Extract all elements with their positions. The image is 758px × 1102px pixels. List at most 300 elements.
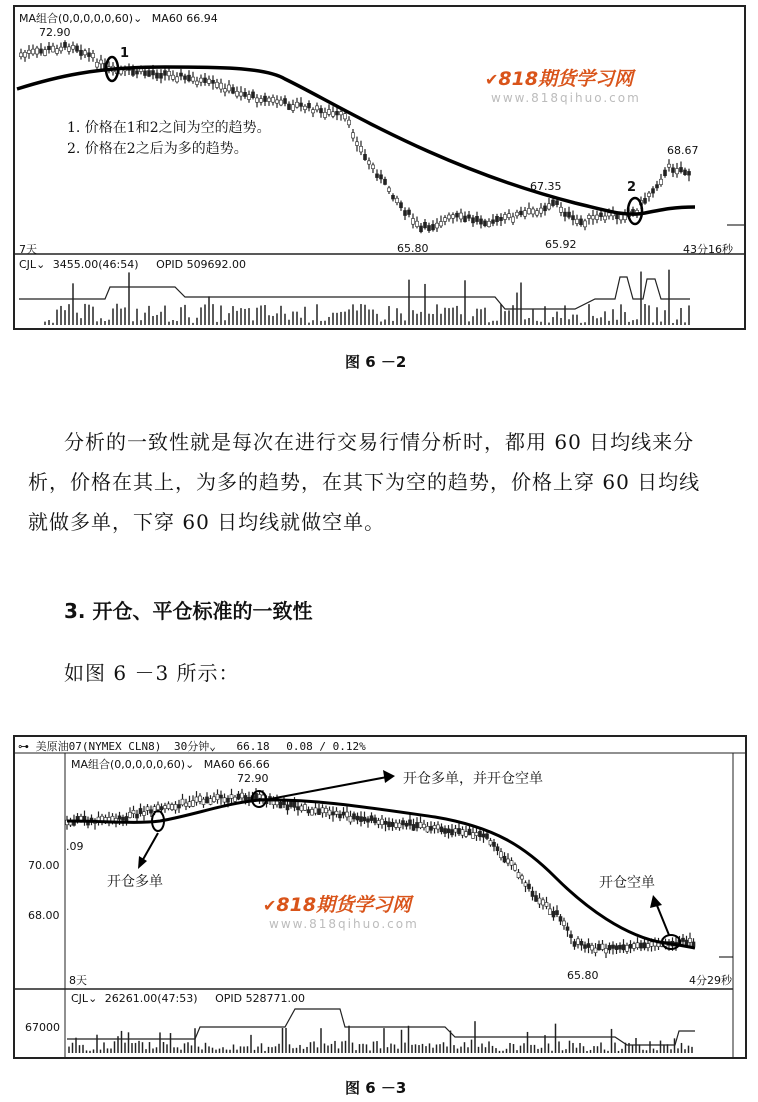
candle-body — [56, 49, 59, 54]
candle-body — [148, 71, 151, 77]
candle-body — [400, 203, 403, 208]
candle-body — [682, 938, 685, 941]
paragraph-line-2: 析，价格在其上，为多的趋势，在其下为空的趋势，价格上穿 60 日均线 — [28, 470, 701, 494]
candle-body — [96, 62, 99, 67]
ma60-value: MA60 66.66 — [203, 758, 270, 771]
ma-header[interactable] — [71, 756, 270, 772]
candle-body — [559, 917, 562, 922]
volume-series — [19, 270, 690, 325]
candle-body — [531, 891, 534, 896]
candle-body — [592, 216, 595, 219]
candle-body — [227, 798, 230, 802]
candle-body — [456, 213, 459, 217]
candle-body — [296, 102, 299, 107]
watermark-1 — [485, 64, 641, 105]
candle-body — [412, 219, 415, 225]
candle-body — [448, 215, 451, 219]
candle-body — [398, 823, 401, 827]
price-high-label: 72.90 — [39, 26, 71, 39]
candle-body — [528, 208, 531, 213]
candle-body — [536, 211, 539, 216]
label-68-67: 68.67 — [667, 144, 699, 157]
candle-body — [255, 793, 258, 799]
candle-body — [181, 799, 184, 805]
candle-body — [340, 112, 343, 115]
candle-body — [204, 78, 207, 83]
candle-body — [332, 812, 335, 815]
chevron-down-icon: ⌄ — [36, 258, 46, 271]
candle-body — [288, 104, 291, 110]
candle-body — [199, 796, 202, 801]
candle-body — [153, 807, 156, 812]
ma-header[interactable] — [19, 10, 218, 26]
candle-body — [412, 824, 415, 830]
price-high-label: 72.90 — [237, 772, 269, 785]
arrow-short-head — [650, 895, 662, 908]
marker-1-label: 1 — [120, 46, 130, 61]
candle-body — [668, 164, 671, 167]
candle-body — [395, 823, 398, 827]
left-edge-label: .09 — [66, 840, 84, 853]
candle-body — [344, 114, 347, 119]
candle-body — [252, 92, 255, 98]
candle-body — [568, 212, 571, 217]
candle-body — [451, 830, 454, 835]
candle-body — [388, 188, 391, 192]
candle-body — [370, 816, 373, 821]
candle-body — [236, 91, 239, 96]
candle-body — [258, 794, 261, 798]
candle-body — [336, 111, 339, 115]
candle-body — [244, 795, 247, 800]
candle-body — [549, 909, 552, 915]
candle-body — [432, 224, 435, 229]
watermark-url: www.818qihuo.com — [491, 91, 641, 105]
candle-body — [328, 810, 331, 815]
note-1: 1. 价格在1和2之间为空的趋势。 — [67, 120, 271, 136]
candle-body — [615, 946, 618, 950]
candle-body — [264, 96, 267, 101]
candle-body — [286, 805, 289, 810]
y-axis-70: 70.00 — [28, 859, 60, 872]
candle-body — [60, 47, 63, 51]
open-interest-line — [67, 1009, 695, 1045]
candle-body — [496, 216, 499, 221]
label-65-80: 65.80 — [397, 242, 429, 255]
ma60-value: MA60 66.94 — [151, 12, 218, 25]
period-label: 7天 — [19, 243, 37, 256]
candle-body — [342, 812, 345, 815]
candle-body — [32, 49, 35, 54]
chart-figure-6-2 — [13, 5, 746, 330]
candle-body — [629, 944, 632, 948]
candle-body — [517, 872, 520, 877]
annotation-open-both: 开仓多单，并开仓空单 — [403, 771, 543, 787]
time-label: 4分29秒 — [689, 974, 732, 987]
candle-body — [650, 942, 653, 946]
candle-body — [660, 179, 663, 184]
candle-body — [139, 808, 142, 813]
candle-body — [132, 810, 135, 813]
arrow-both — [270, 777, 387, 799]
candle-body — [314, 808, 317, 813]
watermark-logo: ✔818期货学习网 — [263, 894, 412, 916]
candle-body — [129, 812, 132, 817]
body-paragraph — [28, 422, 743, 542]
candle-body — [570, 935, 573, 938]
candle-body — [388, 822, 391, 827]
candle-body — [176, 77, 179, 82]
note-2: 2. 价格在2之后为多的趋势。 — [67, 141, 248, 157]
figure-caption-6-2: 图 6 －2 — [345, 353, 407, 371]
candle-body — [143, 812, 146, 816]
candle-body — [452, 215, 455, 219]
volume-header-text: CJL — [19, 258, 37, 271]
candle-body — [500, 217, 503, 220]
candle-body — [510, 861, 513, 866]
candle-body — [416, 822, 419, 827]
candle-body — [458, 828, 461, 833]
candle-body — [136, 71, 139, 74]
candle-body — [195, 797, 198, 802]
candle-body — [588, 215, 591, 218]
candle-body — [538, 898, 541, 904]
candle-body — [444, 829, 447, 834]
candle-body — [544, 206, 547, 211]
candle-body — [335, 811, 338, 814]
section-heading: 3. 开仓、平仓标准的一致性 — [64, 599, 313, 623]
candle-body — [234, 797, 237, 801]
y-axis-68: 68.00 — [28, 909, 60, 922]
arrow-long — [141, 833, 158, 863]
marker-2-label: 2 — [627, 180, 637, 195]
candle-body — [318, 809, 321, 815]
candle-body — [368, 161, 371, 164]
candle-body — [44, 50, 47, 56]
candle-body — [272, 97, 275, 102]
candle-body — [28, 50, 31, 53]
chevron-down-icon: ⌄ — [133, 12, 143, 25]
candle-body — [192, 77, 195, 81]
candle-body — [516, 212, 519, 216]
candle-body — [213, 797, 216, 802]
candle-body — [220, 795, 223, 798]
candle-body — [420, 226, 423, 232]
candle-body — [622, 945, 625, 950]
chevron-down-icon: ⌄ — [88, 992, 98, 1005]
candle-body — [320, 108, 323, 112]
candle-body — [512, 217, 515, 222]
interval-label[interactable]: 30分钟 — [173, 740, 210, 753]
candle-body — [188, 75, 191, 81]
volume-value: 3455.00(46:54) — [52, 258, 139, 271]
candle-body — [80, 50, 83, 55]
candle-body — [244, 92, 247, 96]
paragraph-line-3: 就做多单，下穿 60 日均线就做空单。 — [28, 510, 386, 534]
chart-figure-6-3 — [13, 735, 747, 1059]
ma-header-text: MA组合(0,0,0,0,0,60) — [71, 758, 186, 771]
candle-body — [230, 795, 233, 799]
candle-body — [360, 817, 363, 822]
paragraph-line-1: 分析的一致性就是每次在进行交易行情分析时，都用 60 日均线来分 — [64, 430, 695, 454]
candle-body — [643, 943, 646, 948]
candle-body — [293, 802, 296, 807]
volume-header[interactable] — [19, 258, 246, 271]
volume-series — [67, 1009, 695, 1053]
candle-body — [464, 216, 467, 222]
candle-body — [577, 939, 580, 944]
candle-body — [426, 826, 429, 832]
candle-body — [664, 170, 667, 176]
candle-body — [436, 223, 439, 228]
candle-body — [692, 942, 695, 946]
candle-body — [576, 219, 579, 223]
opid-value: OPID 528771.00 — [215, 992, 306, 1005]
candle-body — [160, 73, 163, 78]
candle-body — [276, 100, 279, 103]
title-bar[interactable] — [18, 738, 366, 754]
candle-body — [304, 106, 307, 109]
volume-header[interactable] — [71, 992, 305, 1005]
candle-body — [40, 49, 43, 53]
candle-body — [200, 78, 203, 82]
candle-body — [504, 214, 507, 219]
candle-body — [184, 76, 187, 80]
candle-body — [171, 805, 174, 810]
candle-body — [172, 75, 175, 79]
candle-body — [644, 198, 647, 203]
candle-body — [312, 110, 315, 113]
candle-body — [564, 212, 567, 216]
candle-body — [447, 829, 450, 833]
candle-body — [224, 89, 227, 92]
candle-body — [472, 833, 475, 839]
candle-body — [430, 826, 433, 830]
arrow-short — [656, 903, 669, 935]
candle-body — [580, 941, 583, 945]
candle-body — [223, 798, 226, 802]
candle-body — [563, 921, 566, 926]
candle-body — [76, 46, 79, 51]
candle-body — [572, 216, 575, 220]
candle-body — [136, 814, 139, 818]
candle-body — [423, 824, 426, 827]
price-change: 0.08 / 0.12% — [286, 740, 366, 753]
candle-body — [540, 208, 543, 213]
candle-body — [180, 73, 183, 76]
candle-body — [440, 827, 443, 832]
candle-body — [228, 85, 231, 91]
candle-body — [206, 797, 209, 803]
candle-body — [196, 81, 199, 84]
candle-body — [688, 171, 691, 175]
candle-body — [480, 219, 483, 224]
candle-body — [476, 216, 479, 221]
candle-body — [566, 927, 569, 931]
chevron-down-icon: ⌄ — [185, 758, 195, 771]
flame-icon: ✔ — [485, 70, 499, 89]
candle-body — [209, 799, 212, 805]
candle-body — [232, 88, 235, 94]
label-67-35: 67.35 — [530, 180, 562, 193]
candle-body — [396, 198, 399, 202]
candle-body — [168, 71, 171, 76]
candle-body — [216, 794, 219, 799]
candle-body — [164, 806, 167, 809]
candle-body — [256, 98, 259, 102]
candle-body — [408, 210, 411, 215]
candle-body — [300, 806, 303, 811]
candle-body — [146, 807, 149, 811]
candle-body — [556, 201, 559, 205]
volume-value: 26261.00(47:53) — [104, 992, 198, 1005]
opid-value: OPID 509692.00 — [156, 258, 247, 271]
candle-body — [508, 214, 511, 218]
candle-body — [356, 816, 359, 820]
candle-body — [152, 71, 155, 75]
chain-icon: ⊶ — [18, 740, 29, 753]
candle-body — [405, 823, 408, 826]
candle-body — [208, 79, 211, 83]
candle-body — [280, 100, 283, 105]
candle-body — [560, 207, 563, 212]
candle-body — [20, 53, 23, 57]
candle-body — [440, 222, 443, 226]
candle-body — [552, 200, 555, 206]
candle-body — [461, 830, 464, 836]
candle-body — [372, 165, 375, 169]
candle-body — [493, 842, 496, 846]
candle-body — [237, 794, 240, 799]
candle-body — [178, 805, 181, 808]
arrow-both-head — [383, 770, 395, 783]
candle-body — [88, 53, 91, 57]
candle-body — [520, 211, 523, 215]
candle-body — [380, 175, 383, 179]
candle-body — [507, 859, 510, 863]
candle-body — [185, 803, 188, 806]
candle-body — [608, 945, 611, 950]
candle-body — [573, 942, 576, 947]
candle-body — [72, 45, 75, 49]
candle-body — [268, 98, 271, 101]
time-label: 43分16秒 — [683, 243, 733, 256]
candle-body — [348, 120, 351, 125]
candle-body — [596, 215, 599, 219]
candle-body — [364, 154, 367, 159]
chevron-down-icon: ⌄ — [209, 740, 216, 753]
candle-body — [325, 808, 328, 812]
flame-icon: ✔ — [263, 896, 277, 915]
candle-body — [321, 808, 324, 813]
candle-body — [685, 940, 688, 945]
candle-body — [548, 204, 551, 209]
candle-body — [488, 221, 491, 226]
candle-body — [363, 817, 366, 821]
candle-body — [620, 215, 623, 220]
candle-body — [424, 222, 427, 227]
candle-body — [680, 167, 683, 171]
candle-body — [36, 48, 39, 54]
watermark-2 — [263, 890, 419, 931]
candle-body — [92, 53, 95, 57]
candle-body — [157, 805, 160, 810]
candle-body — [328, 110, 331, 115]
candle-body — [489, 841, 492, 845]
arrow-long-head — [138, 856, 147, 869]
annotation-open-long: 开仓多单 — [107, 874, 163, 890]
candle-body — [524, 883, 527, 886]
candle-body — [454, 829, 457, 832]
candle-body — [349, 816, 352, 822]
candle-body — [496, 847, 499, 851]
candle-body — [216, 82, 219, 87]
candle-body — [465, 832, 468, 837]
candle-body — [484, 221, 487, 226]
candle-body — [402, 821, 405, 825]
candle-body — [332, 112, 335, 116]
candle-body — [616, 214, 619, 218]
candle-body — [605, 948, 608, 953]
candle-body — [472, 218, 475, 223]
candle-body — [68, 47, 71, 51]
candle-body — [346, 812, 349, 817]
candle-body — [542, 900, 545, 905]
candle-body — [647, 944, 650, 948]
figure-caption-6-3: 图 6 －3 — [345, 1079, 407, 1097]
candle-body — [648, 193, 651, 196]
candle-body — [150, 810, 153, 813]
candle-body — [598, 944, 601, 950]
candle-body — [52, 46, 55, 52]
candle-body — [657, 943, 660, 947]
candle-body — [594, 948, 597, 953]
candle-body — [416, 221, 419, 226]
candle-body — [156, 73, 159, 78]
candle-body — [360, 146, 363, 152]
candle-body — [584, 945, 587, 949]
candle-body — [608, 213, 611, 216]
candle-body — [188, 802, 191, 807]
candle-body — [556, 911, 559, 915]
candle-body — [419, 822, 422, 827]
candle-body — [652, 189, 655, 193]
candle-body — [384, 179, 387, 184]
candle-body — [514, 865, 517, 870]
candle-body — [479, 831, 482, 836]
candle-body — [601, 944, 604, 949]
candle-body — [580, 219, 583, 225]
candle-body — [433, 825, 436, 828]
candle-body — [437, 825, 440, 829]
candle-body — [676, 169, 679, 174]
candle-body — [468, 829, 471, 835]
candle-body — [535, 896, 538, 902]
candle-body — [356, 142, 359, 146]
candle-body — [212, 80, 215, 83]
candle-body — [118, 816, 121, 819]
candle-body — [409, 820, 412, 825]
candle-body — [240, 92, 243, 96]
candle-body — [174, 804, 177, 810]
candle-body — [262, 795, 265, 798]
candle-body — [132, 70, 135, 76]
candle-body — [604, 216, 607, 220]
candle-body — [160, 807, 163, 810]
candle-body — [633, 944, 636, 949]
candle-body — [220, 83, 223, 89]
candle-body — [292, 105, 295, 111]
